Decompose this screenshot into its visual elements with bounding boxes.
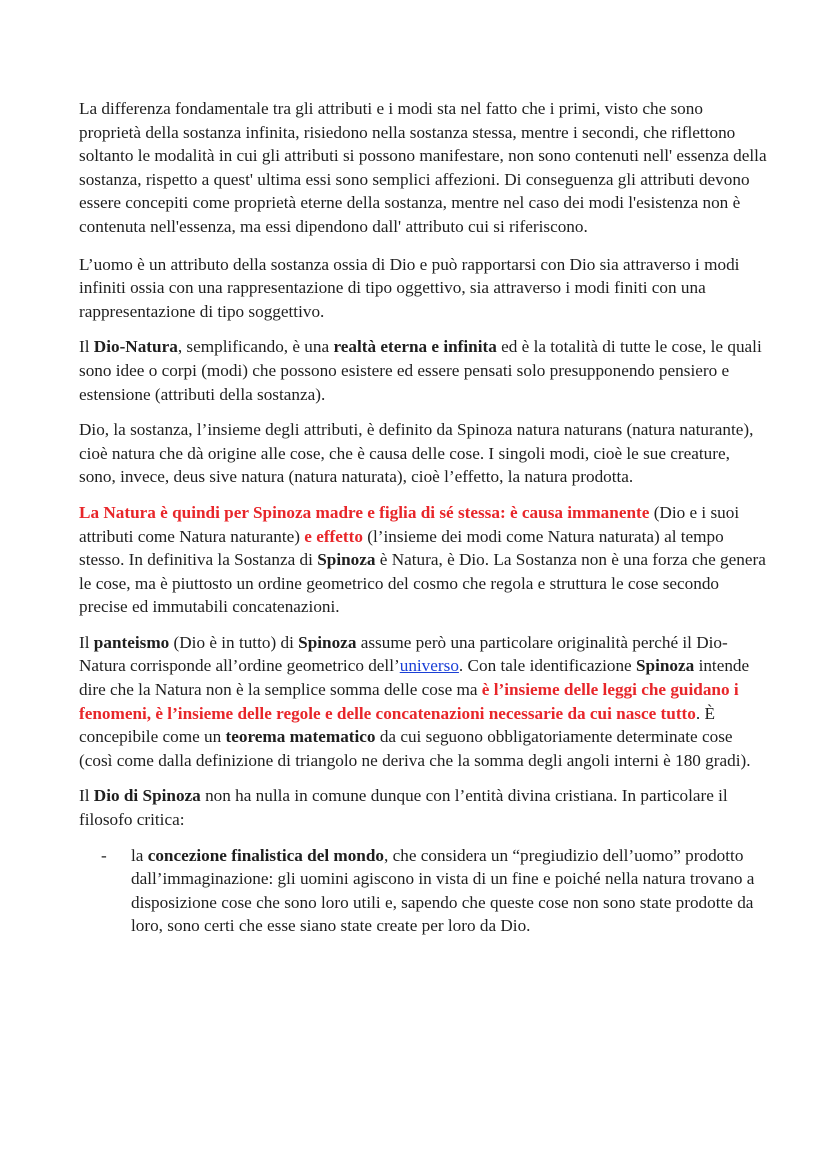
paragraph-natura-madre-figlia: La Natura è quindi per Spinoza madre e figlia di sé stessa: è causa immanente (Dio e i suoi attributi come Natura naturante) e effetto (l’insieme dei modi come Natura naturata) al tempo stesso. In definitiva la Sostanza di Spinoza è Natura, è Dio. La Sostanza non è una forza che genera le cose, ma è piuttosto un ordine geometrico del cosmo che regola e struttura le cose secondo precise ed immutabili concatenazioni. [79, 502, 766, 617]
bold-dio-di-spinoza: Dio di Spinoza [93, 786, 201, 806]
bold-panteismo: panteismo [93, 632, 170, 652]
bold-spinoza: Spinoza [317, 550, 376, 570]
paragraph-attributi-modi: La differenza fondamentale tra gli attributi e i modi sta nel fatto che i primi, visto che sono proprietà della sostanza infinita, risiedono nella sostanza stessa, mentre i secondi, che riflettono soltanto le modalità in cui gli attributi si possono manifestare, non sono contenuti nell' essenza della sostanza, rispetto a quest' ultima essi sono semplici affezioni. Di conseguenza gli attributi devono essere concepiti come proprietà eterne della sostanza, mentre nel caso dei modi l'esistenza non è contenuta nell'essenza, ma essi dipendono dall' attributo cui si riferiscono. [79, 99, 767, 236]
paragraph-uomo: L’uomo è un attributo della sostanza ossia di Dio e può rapportarsi con Dio sia attraverso i modi infiniti ossia con una rappresentazione di tipo oggettivo, sia attraverso i modi finiti con una rappresentazione di tipo soggettivo. [79, 254, 740, 321]
paragraph-panteismo: Il panteismo (Dio è in tutto) di Spinoza assume però una particolare originalità perché il Dio-Natura corrisponde all’ordine geometrico dell’universo. Con tale identificazione Spinoza intende dire che la Natura non è la semplice somma delle cose ma è l’insieme delle leggi che guidano i fenomeni, è l’insieme delle regole e delle concatenazioni necessarie da cui nasce tutto. È concepibile come un teorema matematico da cui seguono obbligatoriamente determinate cose (così come dalla definizione di triangolo ne deriva che la somma degli angoli interni è 180 gradi). [79, 632, 751, 770]
red-highlight-leggi: è l’insieme delle leggi che guidano i fenomeni, è l’insieme delle regole e delle concatenazioni necessarie da cui nasce tutto [79, 680, 739, 723]
bold-realta-eterna: realtà eterna e infinita [333, 337, 497, 357]
bold-dio-natura: Dio-Natura [93, 337, 178, 357]
list-item: - la concezione finalistica del mondo, che considera un “pregiudizio dell’uomo” prodotto dall’immaginazione: gli uomini agiscono in vista di un fine e poiché nella natura trovano a disposizione cose che sono loro utili e, sapendo che queste cose non sono state prodotte da loro, sono certi che esse siano state create per loro da Dio. [101, 845, 755, 936]
paragraph-natura-naturans: Dio, la sostanza, l’insieme degli attributi, è definito da Spinoza natura naturans (natura naturante), cioè natura che dà origine alle cose, che è causa delle cose. I singoli modi, cioè le sue creature, sono, invece, deus sive natura (natura naturata), cioè l’effetto, la natura prodotta. [79, 420, 754, 487]
bold-concezione-finalistica: concezione finalistica del mondo [147, 845, 385, 865]
universo-link[interactable]: universo [399, 656, 459, 676]
paragraph-dio-di-spinoza: Il Dio di Spinoza non ha nulla in comune dunque con l’entità divina cristiana. In particolare il filosofo critica: [79, 786, 728, 830]
critique-list [79, 844, 768, 938]
bold-teorema-matematico: teorema matematico [225, 727, 376, 747]
bold-spinoza: Spinoza [635, 656, 695, 676]
red-highlight-effetto: e effetto [304, 526, 363, 546]
paragraph-dio-natura: Il Dio-Natura, semplificando, è una realtà eterna e infinita ed è la totalità di tutte le cose, le quali sono idee o corpi (modi) che possono esistere ed essere pensati solo presupponendo pensiero e estensione (attributi della sostanza). [79, 337, 762, 404]
dash-bullet: - [101, 845, 107, 865]
red-highlight-causa-immanente: La Natura è quindi per Spinoza madre e figlia di sé stessa: è causa immanente [79, 502, 650, 522]
bold-spinoza: Spinoza [298, 632, 357, 652]
